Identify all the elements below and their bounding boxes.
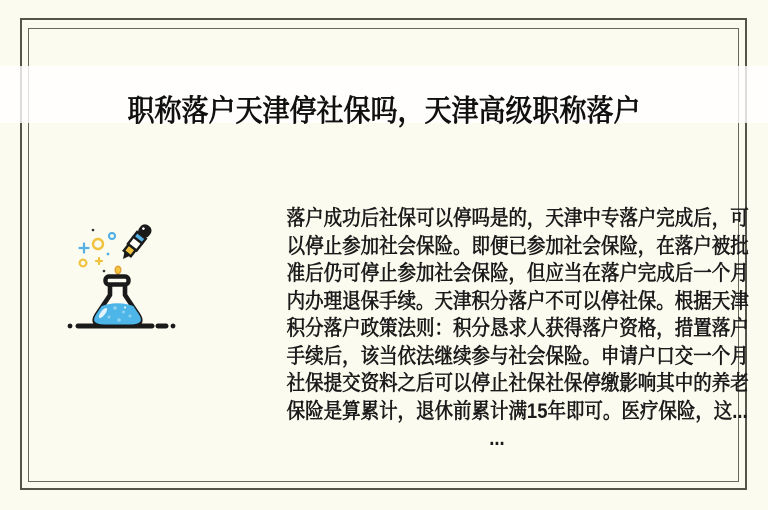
article-body <box>258 205 749 453</box>
article-ellipsis: ... <box>489 427 505 450</box>
article-line: 内办理退保手续。天津积分落户不可以停社保。根据天津 <box>286 289 749 313</box>
article-line: 保险是算累计，退休前累计满15年即可。医疗保险，这... <box>286 399 748 423</box>
page-title: 职称落户天津停社保吗，天津高级职称落户 <box>127 95 641 129</box>
flask-icon <box>94 277 141 326</box>
dropper-icon <box>118 222 154 263</box>
article-line: 积分落户政策法则：积分恳求人获得落户资格，措置落户 <box>286 317 749 340</box>
drop-icon <box>115 266 121 274</box>
flask-with-dropper-icon <box>45 200 245 360</box>
article-line: 落户成功后社保可以停吗是的，天津中专落户完成后，可 <box>286 207 749 230</box>
article-line: 以停止参加社会保险。即便已参加社会保险，在落户被批 <box>286 234 749 258</box>
article-line: 社保提交资料之后可以停止社保社保停缴影响其中的养老 <box>286 372 749 395</box>
sparkles-icon <box>80 229 116 273</box>
article-line: 准后仍可停止参加社会保险，但应当在落户完成后一个月 <box>286 262 749 285</box>
article-line: 手续后，该当依法继续参与社会保险。申请户口交一个月 <box>286 344 749 368</box>
